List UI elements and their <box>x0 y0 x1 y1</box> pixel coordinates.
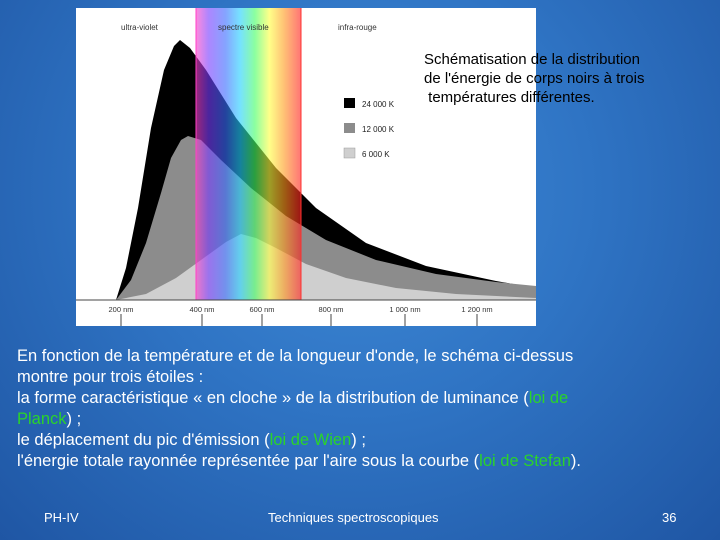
svg-text:1 200 nm: 1 200 nm <box>461 305 493 314</box>
body-line: montre pour trois étoiles : <box>17 368 204 386</box>
legend-label-24000: 24 000 K <box>362 100 395 109</box>
stefan-law-text: loi de Stefan <box>479 452 571 470</box>
body-line-planck: la forme caractéristique « en cloche » de la distribution de luminance (loi de <box>17 389 569 407</box>
visible-spectrum-band <box>196 8 301 300</box>
label-ultra-violet: ultra-violet <box>121 23 158 32</box>
legend-label-6000: 6 000 K <box>362 150 390 159</box>
label-infra-rouge: infra-rouge <box>338 23 377 32</box>
svg-text:1 000 nm: 1 000 nm <box>389 305 421 314</box>
slide-number: 36 <box>662 510 677 525</box>
body-line-wien: le déplacement du pic d'émission (loi de Wien) ; <box>17 431 366 449</box>
axis-tick-400 <box>189 305 214 326</box>
svg-text:600 nm: 600 nm <box>249 305 275 314</box>
svg-text:200 nm: 200 nm <box>108 305 134 314</box>
body-line: En fonction de la température et de la longueur d'onde, le schéma ci-dessus <box>17 347 574 365</box>
legend-swatch-24000 <box>344 98 355 108</box>
axis-tick-1000 <box>389 305 420 326</box>
axis-tick-800 <box>318 305 343 326</box>
body-line-planck-cont: Planck) ; <box>17 410 82 428</box>
axis-tick-200 <box>108 305 133 326</box>
svg-text:400 nm: 400 nm <box>189 305 215 314</box>
svg-text:800 nm: 800 nm <box>318 305 344 314</box>
body-paragraph <box>17 346 713 472</box>
label-visible: spectre visible <box>218 23 269 32</box>
caption-line: de l'énergie de corps noirs à trois <box>424 70 645 87</box>
caption-line: températures différentes. <box>424 89 595 106</box>
diagram-caption <box>424 50 714 107</box>
footer-title: Techniques spectroscopiques <box>268 510 439 525</box>
legend-swatch-12000 <box>344 123 355 133</box>
axis-tick-600 <box>249 305 274 326</box>
planck-law-name: Planck <box>17 410 67 428</box>
wien-law-text: loi de Wien <box>269 431 352 449</box>
legend-swatch-6000 <box>344 148 355 158</box>
footer-left: PH-IV <box>44 510 79 525</box>
body-line-stefan: l'énergie totale rayonnée représentée par l'aire sous la courbe (loi de Stefan). <box>17 452 581 470</box>
planck-law-text: loi de <box>528 389 569 407</box>
axis-tick-1200 <box>461 305 492 326</box>
legend-label-12000: 12 000 K <box>362 125 395 134</box>
caption-line: Schématisation de la distribution <box>424 51 640 68</box>
